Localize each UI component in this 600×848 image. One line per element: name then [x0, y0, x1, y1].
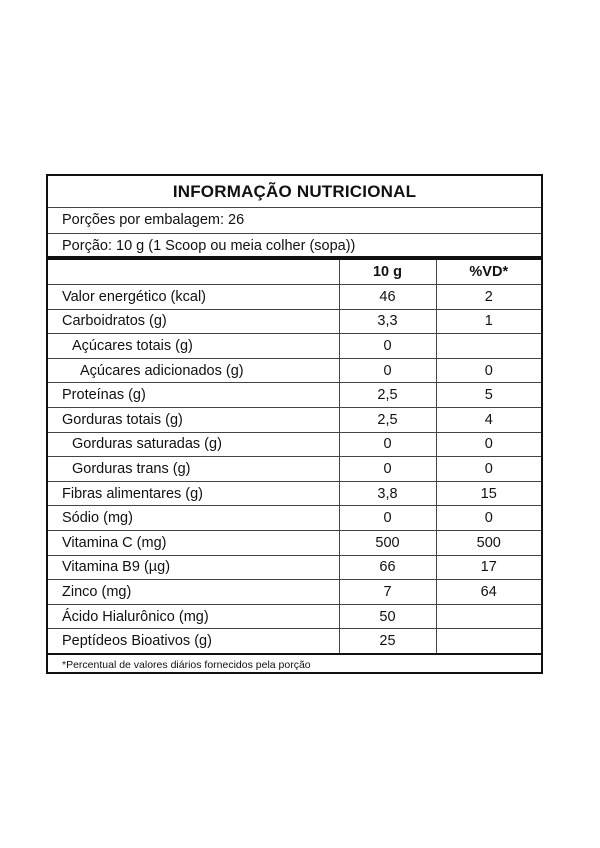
nutrient-name: Vitamina B9 (µg)	[48, 555, 339, 580]
nutrient-name: Ácido Hialurônico (mg)	[48, 604, 339, 629]
nutrient-quantity: 46	[339, 285, 436, 310]
servings-per-package: Porções por embalagem: 26	[48, 208, 541, 234]
nutrient-name: Proteínas (g)	[48, 383, 339, 408]
nutrient-name: Peptídeos Bioativos (g)	[48, 629, 339, 654]
nutrient-quantity: 66	[339, 555, 436, 580]
nutrient-quantity: 25	[339, 629, 436, 654]
nutrient-name: Gorduras saturadas (g)	[48, 432, 339, 457]
nutrient-name: Gorduras trans (g)	[48, 457, 339, 482]
label-title: INFORMAÇÃO NUTRICIONAL	[48, 176, 541, 208]
nutrient-quantity: 2,5	[339, 383, 436, 408]
nutrient-quantity: 3,3	[339, 309, 436, 334]
nutrient-daily-value: 4	[436, 408, 541, 433]
table-row	[48, 531, 541, 556]
nutrient-daily-value: 0	[436, 358, 541, 383]
table-row	[48, 334, 541, 359]
nutrient-quantity: 0	[339, 358, 436, 383]
nutrition-facts-label	[46, 174, 543, 674]
table-row	[48, 383, 541, 408]
nutrient-daily-value: 5	[436, 383, 541, 408]
footnote: *Percentual de valores diários fornecidos pela porção	[62, 658, 311, 671]
header-daily-value: %VD*	[436, 260, 541, 285]
nutrient-name: Açúcares adicionados (g)	[48, 358, 339, 383]
table-row	[48, 285, 541, 310]
nutrient-name: Zinco (mg)	[48, 580, 339, 605]
table-header-row	[48, 260, 541, 285]
nutrient-daily-value: 17	[436, 555, 541, 580]
nutrient-quantity: 0	[339, 432, 436, 457]
table-row	[48, 432, 541, 457]
nutrient-quantity: 3,8	[339, 481, 436, 506]
nutrient-quantity: 0	[339, 506, 436, 531]
nutrient-name: Gorduras totais (g)	[48, 408, 339, 433]
table-row	[48, 309, 541, 334]
nutrient-quantity: 2,5	[339, 408, 436, 433]
table-row	[48, 629, 541, 654]
nutrient-quantity: 50	[339, 604, 436, 629]
table-row	[48, 555, 541, 580]
nutrient-daily-value	[436, 604, 541, 629]
nutrient-quantity: 0	[339, 457, 436, 482]
table-row	[48, 580, 541, 605]
header-quantity: 10 g	[339, 260, 436, 285]
nutrient-daily-value: 0	[436, 432, 541, 457]
nutrient-daily-value: 15	[436, 481, 541, 506]
table-row	[48, 457, 541, 482]
nutrient-name: Valor energético (kcal)	[48, 285, 339, 310]
nutrient-daily-value: 0	[436, 457, 541, 482]
nutrient-name: Açúcares totais (g)	[48, 334, 339, 359]
nutrient-quantity: 0	[339, 334, 436, 359]
table-row	[48, 481, 541, 506]
nutrient-daily-value	[436, 629, 541, 654]
nutrient-daily-value: 2	[436, 285, 541, 310]
serving-size: Porção: 10 g (1 Scoop ou meia colher (sopa))	[48, 234, 541, 260]
nutrient-quantity: 500	[339, 531, 436, 556]
header-nutrient	[48, 260, 339, 285]
nutrient-name: Carboidratos (g)	[48, 309, 339, 334]
table-row	[48, 506, 541, 531]
nutrient-name: Sódio (mg)	[48, 506, 339, 531]
table-row	[48, 408, 541, 433]
nutrient-daily-value: 64	[436, 580, 541, 605]
table-row	[48, 604, 541, 629]
nutrient-name: Vitamina C (mg)	[48, 531, 339, 556]
nutrient-daily-value: 0	[436, 506, 541, 531]
nutrient-name: Fibras alimentares (g)	[48, 481, 339, 506]
table-row	[48, 358, 541, 383]
nutrient-daily-value: 500	[436, 531, 541, 556]
nutrient-quantity: 7	[339, 580, 436, 605]
nutrient-daily-value: 1	[436, 309, 541, 334]
nutrition-table	[48, 260, 541, 655]
nutrient-daily-value	[436, 334, 541, 359]
